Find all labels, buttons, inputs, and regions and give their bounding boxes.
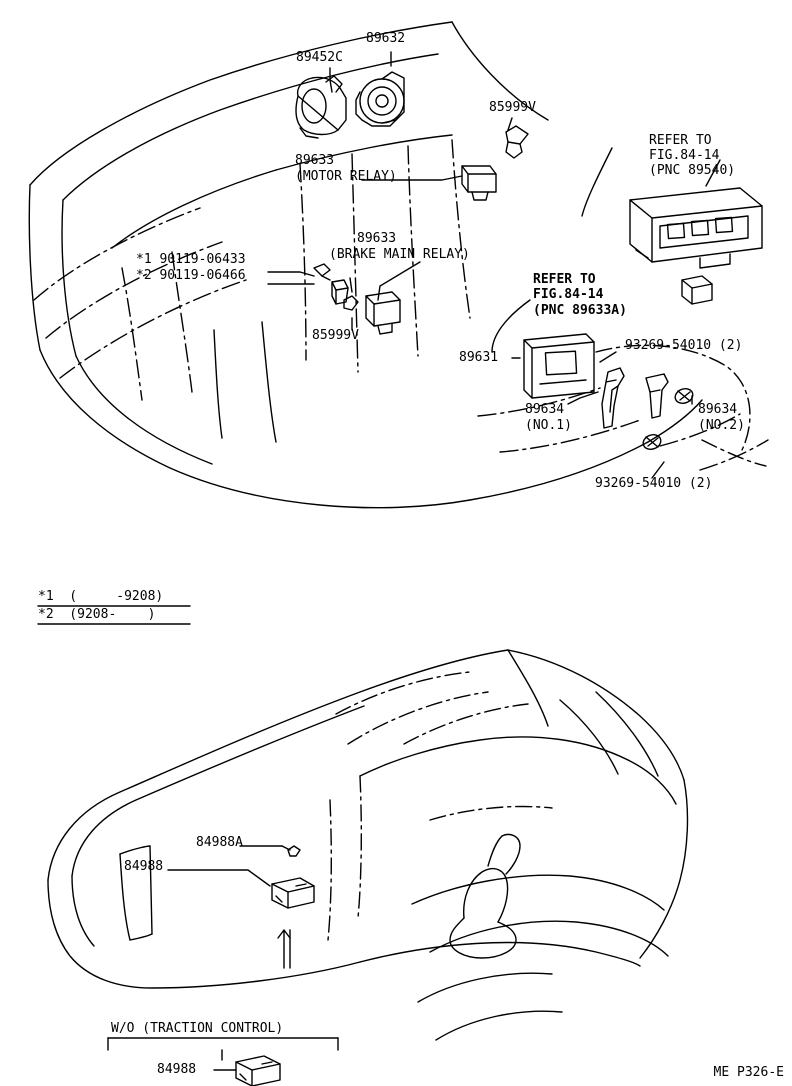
label-89633-brake-main-relay-name: (BRAKE MAIN RELAY) (329, 247, 470, 262)
label-refer-fig8414-pnc89540-line2: FIG.84-14 (649, 148, 720, 163)
label-89452C: 89452C (296, 50, 343, 65)
label-84988-dash: 84988 (124, 859, 164, 874)
label-89631: 89631 (459, 350, 499, 365)
label-refer-fig8414-pnc89540-line3: (PNC 89540) (649, 163, 736, 178)
label-85999V-mid: 85999V (312, 328, 359, 343)
label-89633-brake-main-relay-number: 89633 (357, 231, 397, 246)
label-refer-fig8414-pnc89633a-line1: REFER TO (533, 272, 596, 287)
label-84988-bottom: 84988 (157, 1062, 197, 1077)
label-89632: 89632 (366, 31, 406, 46)
label-refer-fig8414-pnc89540-line1: REFER TO (649, 133, 712, 148)
label-93269-54010-upper: 93269-54010 (2) (625, 338, 743, 353)
label-star1-90119-06433: *1 90119-06433 (136, 252, 246, 267)
label-89634-no1-number: 89634 (525, 402, 565, 417)
note-star2-date-range: *2 (9208- ) (38, 607, 156, 622)
label-refer-fig8414-pnc89633a-line3: (PNC 89633A) (533, 303, 627, 318)
figure-code: ME P326-E (713, 1065, 784, 1080)
label-89634-no2-number: 89634 (698, 402, 738, 417)
label-89633-motor-relay-name: (MOTOR RELAY) (295, 169, 397, 184)
label-star2-90119-06466: *2 90119-06466 (136, 268, 246, 283)
label-85999V-top: 85999V (489, 100, 536, 115)
label-wo-traction-control: W/O (TRACTION CONTROL) (111, 1021, 284, 1036)
note-star1-date-range: *1 ( -9208) (38, 589, 164, 604)
label-89634-no2-name: (NO.2) (698, 418, 745, 433)
label-84988A: 84988A (196, 835, 243, 850)
label-refer-fig8414-pnc89633a-line2: FIG.84-14 (533, 287, 604, 302)
label-89633-motor-relay-number: 89633 (295, 153, 335, 168)
label-89634-no1-name: (NO.1) (525, 418, 572, 433)
label-93269-54010-lower: 93269-54010 (2) (595, 476, 713, 491)
